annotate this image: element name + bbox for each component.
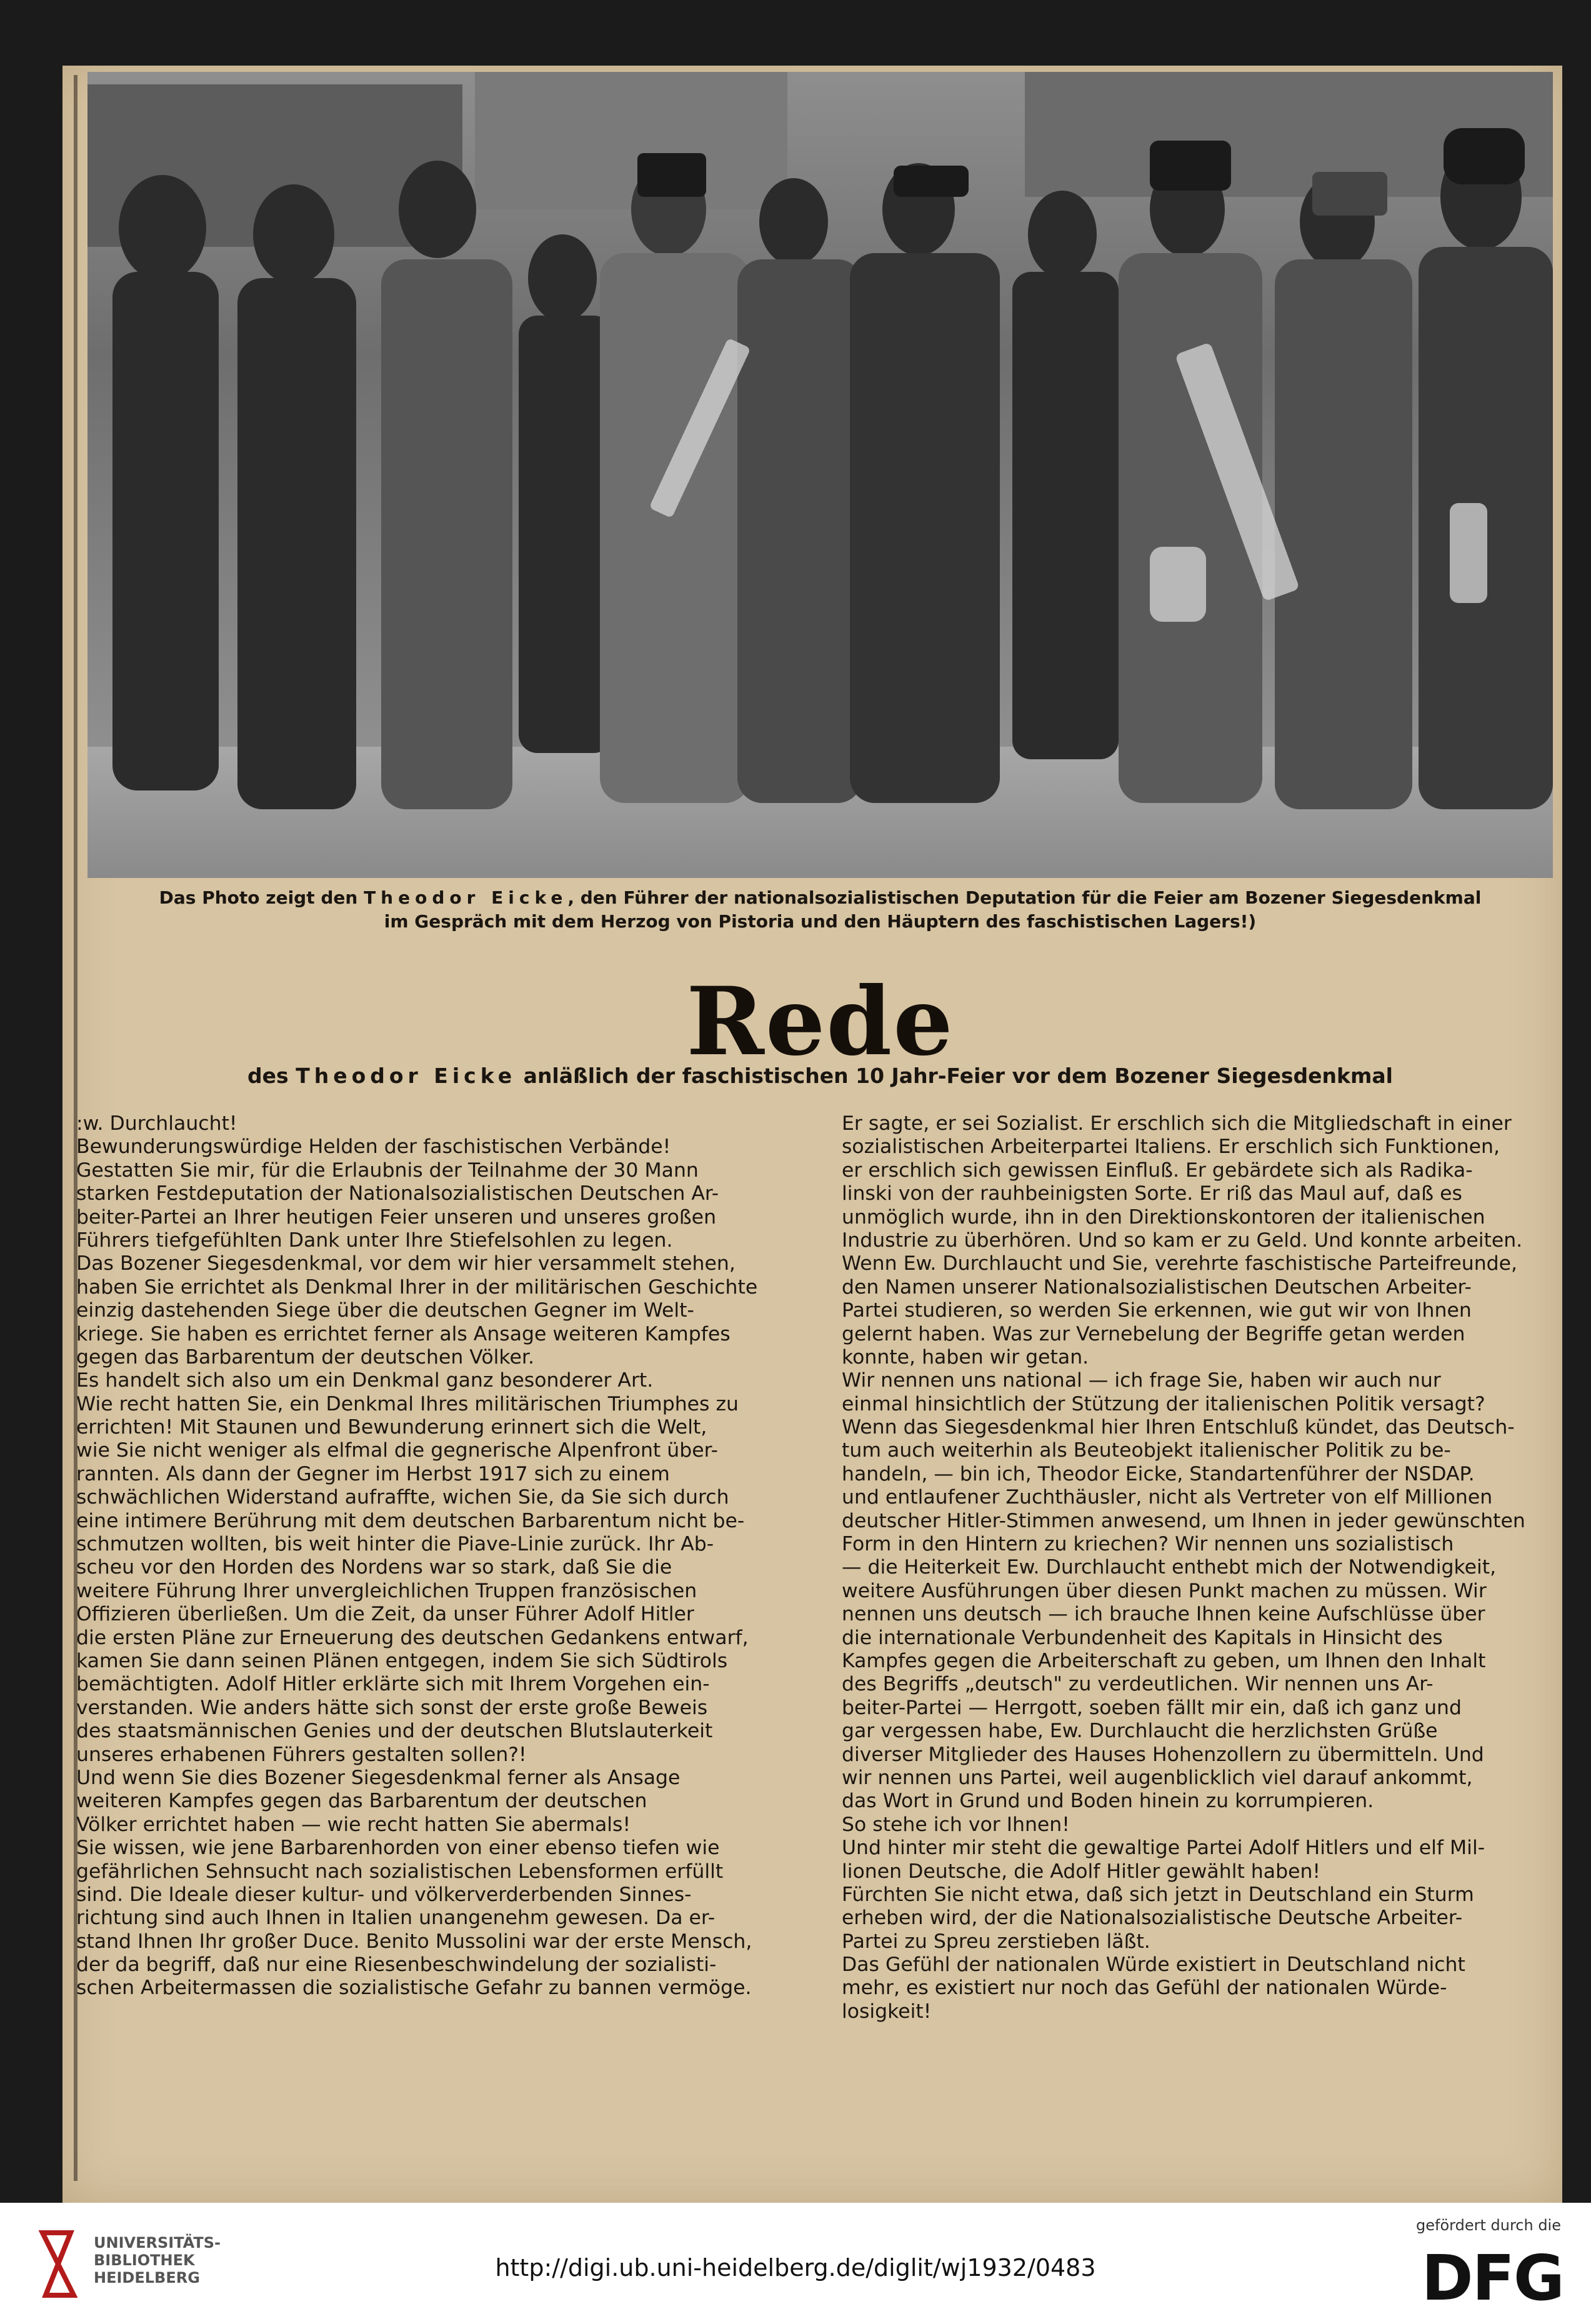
text-line: gar vergessen habe, Ew. Durchlaucht die herzlichsten Grüße: [842, 1720, 1438, 1743]
text-line: Führers tiefgefühlten Dank unter Ihre Stiefelsohlen zu legen.: [76, 1229, 673, 1252]
text-line: einmal hinsichtlich der Stützung der italienischen Politik versagt?: [842, 1392, 1485, 1415]
text-line: kriege. Sie haben es errichtet ferner als Ansage weiteren Kampfes: [76, 1322, 731, 1345]
text-line: lionen Deutsche, die Adolf Hitler gewählt haben!: [842, 1860, 1321, 1883]
text-line: bemächtigten. Adolf Hitler erklärte sich mit Ihrem Vorgehen ein-: [76, 1673, 710, 1696]
caption-suffix: , den Führer der nationalsozialistischen Deputation für die Feier am Bozener Siegesdenkmal: [567, 887, 1482, 908]
text-line: Wir nennen uns national — ich frage Sie, haben wir auch nur: [842, 1369, 1441, 1392]
text-line: Wenn Ew. Durchlaucht und Sie, verehrte faschistische Parteifreunde,: [842, 1252, 1518, 1275]
text-line: handeln, — bin ich, Theodor Eicke, Standartenführer der NSDAP.: [842, 1462, 1475, 1485]
caption-name: Theodor Eicke: [364, 887, 568, 908]
photo-caption: [87, 886, 1553, 934]
caption-line-1: [87, 886, 1553, 910]
library-name-line: UNIVERSITÄTS-: [94, 2234, 221, 2252]
text-line: losigkeit!: [842, 2000, 932, 2023]
text-line: die ersten Pläne zur Erneuerung des deutschen Gedankens entwarf,: [76, 1626, 749, 1649]
text-line: gelernt haben. Was zur Vernebelung der Begriffe getan werden: [842, 1322, 1465, 1345]
text-line: erheben wird, der die Nationalsozialistische Deutsche Arbeiter-: [842, 1907, 1463, 1930]
text-line: gegen das Barbarentum der deutschen Völker.: [76, 1345, 535, 1369]
halftone-photo: [87, 72, 1553, 878]
text-line: Das Gefühl der nationalen Würde existiert in Deutschland nicht: [842, 1953, 1465, 1977]
text-line: des staatsmännischen Genies und der deutschen Blutslauterkeit: [76, 1720, 713, 1743]
text-line: rannten. Als dann der Gegner im Herbst 1917 sich zu einem: [76, 1462, 670, 1485]
library-name-line: BIBLIOTHEK: [94, 2252, 195, 2269]
text-line: gefährlichen Sehnsucht nach sozialistischen Lebensformen erfüllt: [76, 1860, 724, 1883]
text-line: :w. Durchlaucht!: [76, 1112, 237, 1135]
text-line: So stehe ich vor Ihnen!: [842, 1813, 1070, 1836]
text-line: wir nennen uns Partei, weil augenblicklich viel darauf ankommt,: [842, 1766, 1473, 1789]
text-line: kamen Sie dann seinen Plänen entgegen, indem Sie sich Südtirols: [76, 1649, 728, 1672]
text-line: Bewunderungswürdige Helden der faschistischen Verbände!: [76, 1135, 671, 1159]
text-line: er erschlich sich gewissen Einfluß. Er gebärdete sich als Radika-: [842, 1159, 1473, 1182]
text-line: die internationale Verbundenheit des Kapitals in Hinsicht des: [842, 1626, 1443, 1649]
text-line: wie Sie nicht weniger als elfmal die gegnerische Alpenfront über-: [76, 1439, 718, 1462]
right-column: [842, 1112, 1554, 2023]
text-line: Und wenn Sie dies Bozener Siegesdenkmal ferner als Ansage: [76, 1766, 681, 1789]
text-line: Wenn das Siegesdenkmal hier Ihren Entschluß kündet, das Deutsch-: [842, 1416, 1515, 1439]
text-line: Es handelt sich also um ein Denkmal ganz besonderer Art.: [76, 1369, 654, 1392]
text-line: linski von der rauhbeinigsten Sorte. Er riß das Maul auf, daß es: [842, 1182, 1462, 1205]
funding-note: gefördert durch die: [1416, 2217, 1561, 2234]
subtitle-suffix: anläßlich der faschistischen 10 Jahr-Feier vor dem Bozener Siegesdenkmal: [523, 1064, 1393, 1088]
text-line: sind. Die Ideale dieser kultur- und völkerverderbenden Sinnes-: [76, 1883, 692, 1906]
text-line: den Namen unserer Nationalsozialistischen Deutschen Arbeiter-: [842, 1275, 1472, 1299]
text-line: deutscher Hitler-Stimmen anwesend, um Ihnen in jeder gewünschten: [842, 1509, 1525, 1532]
text-line: Partei zu Spreu zerstieben läßt.: [842, 1930, 1150, 1953]
source-url-link[interactable]: http://digi.ub.uni-heidelberg.de/diglit/wj1932/0483: [495, 2254, 1096, 2282]
footer-bar: [0, 2203, 1591, 2324]
text-line: tum auch weiterhin als Beuteobjekt italienischer Politik zu be-: [842, 1439, 1451, 1462]
dfg-logo: DFG: [1421, 2242, 1564, 2315]
caption-prefix: Das Photo zeigt den: [159, 887, 358, 908]
text-line: und entlaufener Zuchthäusler, nicht als Vertreter von elf Millionen: [842, 1486, 1493, 1509]
text-line: unseres erhabenen Führers gestalten sollen?!: [76, 1743, 527, 1766]
text-line: weiteren Kampfes gegen das Barbarentum der deutschen: [76, 1790, 647, 1813]
text-line: Kampfes gegen die Arbeiterschaft zu geben, um Ihnen den Inhalt: [842, 1649, 1486, 1672]
text-line: Form in den Hintern zu kriechen? Wir nennen uns sozialistisch: [842, 1533, 1454, 1556]
text-line: das Wort in Grund und Boden hinein zu korrumpieren.: [842, 1790, 1374, 1813]
text-line: der da begriff, daß nur eine Riesenbeschwindelung der sozialisti-: [76, 1953, 717, 1977]
text-line: sozialistischen Arbeiterpartei Italiens. Er erschlich sich Funktionen,: [842, 1135, 1500, 1159]
library-name-line: HEIDELBERG: [94, 2269, 200, 2287]
text-line: Sie wissen, wie jene Barbarenhorden von einer ebenso tiefen wie: [76, 1837, 720, 1860]
text-line: mehr, es existiert nur noch das Gefühl der nationalen Würde-: [842, 1977, 1447, 2000]
caption-line-2: im Gespräch mit dem Herzog von Pistoria und den Häuptern des faschistischen Lagers!): [384, 911, 1257, 932]
photo-illustration: [87, 72, 1553, 878]
text-line: Gestatten Sie mir, für die Erlaubnis der Teilnahme der 30 Mann: [76, 1159, 699, 1182]
text-line: scheu vor den Horden des Nordens war so stark, daß Sie die: [76, 1556, 672, 1579]
text-line: diverser Mitglieder des Hauses Hohenzollern zu übermitteln. Und: [842, 1743, 1484, 1766]
text-line: Offizieren überließen. Um die Zeit, da unser Führer Adolf Hitler: [76, 1603, 694, 1626]
text-line: verstanden. Wie anders hätte sich sonst der erste große Beweis: [76, 1696, 708, 1719]
text-line: des Begriffs „deutsch" zu verdeutlichen. Wir nennen uns Ar-: [842, 1673, 1434, 1696]
text-line: stand Ihnen Ihr großer Duce. Benito Mussolini war der erste Mensch,: [76, 1930, 752, 1953]
text-line: weitere Ausführungen über diesen Punkt machen zu müssen. Wir: [842, 1579, 1487, 1602]
text-line: Fürchten Sie nicht etwa, daß sich jetzt in Deutschland ein Sturm: [842, 1883, 1474, 1906]
text-line: richtung sind auch Ihnen in Italien unangenehm gewesen. Da er-: [76, 1907, 716, 1930]
text-line: nennen uns deutsch — ich brauche Ihnen keine Aufschlüsse über: [842, 1603, 1485, 1626]
text-line: unmöglich wurde, ihn in den Direktionskontoren der italienischen: [842, 1205, 1485, 1229]
text-line: weitere Führung Ihrer unvergleichlichen Truppen französischen: [76, 1579, 697, 1602]
text-line: schen Arbeitermassen die sozialistische Gefahr zu bannen vermöge.: [76, 1977, 752, 2000]
text-line: beiter-Partei — Herrgott, soeben fällt mir ein, daß ich ganz und: [842, 1696, 1462, 1719]
text-line: schmutzen wollten, bis weit hinter die Piave-Linie zurück. Ihr Ab-: [76, 1533, 714, 1556]
text-line: Partei studieren, so werden Sie erkennen, wie gut wir von Ihnen: [842, 1299, 1472, 1322]
text-line: beiter-Partei an Ihrer heutigen Feier unseren und unseres großen: [76, 1205, 717, 1229]
text-line: einzig dastehenden Siege über die deutschen Gegner im Welt-: [76, 1299, 694, 1322]
text-line: konnte, haben wir getan.: [842, 1345, 1089, 1369]
text-line: Industrie zu überhören. Und so kam er zu Geld. Und konnte arbeiten.: [842, 1229, 1523, 1252]
text-line: Und hinter mir steht die gewaltige Partei Adolf Hitlers und elf Mil-: [842, 1837, 1485, 1860]
text-line: Wie recht hatten Sie, ein Denkmal Ihres militärischen Triumphes zu: [76, 1392, 739, 1415]
text-line: starken Festdeputation der Nationalsozialistischen Deutschen Ar-: [76, 1182, 719, 1205]
left-column: [76, 1112, 795, 2000]
text-line: Das Bozener Siegesdenkmal, vor dem wir hier versammelt stehen,: [76, 1252, 736, 1275]
article-headline: Rede: [686, 967, 954, 1077]
text-line: haben Sie errichtet als Denkmal Ihrer in der militärischen Geschichte: [76, 1275, 758, 1299]
subtitle-prefix: des: [247, 1064, 289, 1088]
text-line: schwächlichen Widerstand aufraffte, wichen Sie, da Sie sich durch: [76, 1486, 729, 1509]
text-line: errichten! Mit Staunen und Bewunderung erinnert sich die Welt,: [76, 1416, 707, 1439]
text-line: Völker errichtet haben — wie recht hatten Sie abermals!: [76, 1813, 631, 1836]
text-line: Er sagte, er sei Sozialist. Er erschlich sich die Mitgliedschaft in einer: [842, 1112, 1512, 1135]
article-subtitle: [87, 1062, 1553, 1090]
text-line: — die Heiterkeit Ew. Durchlaucht enthebt mich der Notwendigkeit,: [842, 1556, 1497, 1579]
subtitle-name: Theodor Eicke: [296, 1064, 517, 1088]
text-line: eine intimere Berührung mit dem deutschen Barbarentum nicht be-: [76, 1509, 745, 1532]
